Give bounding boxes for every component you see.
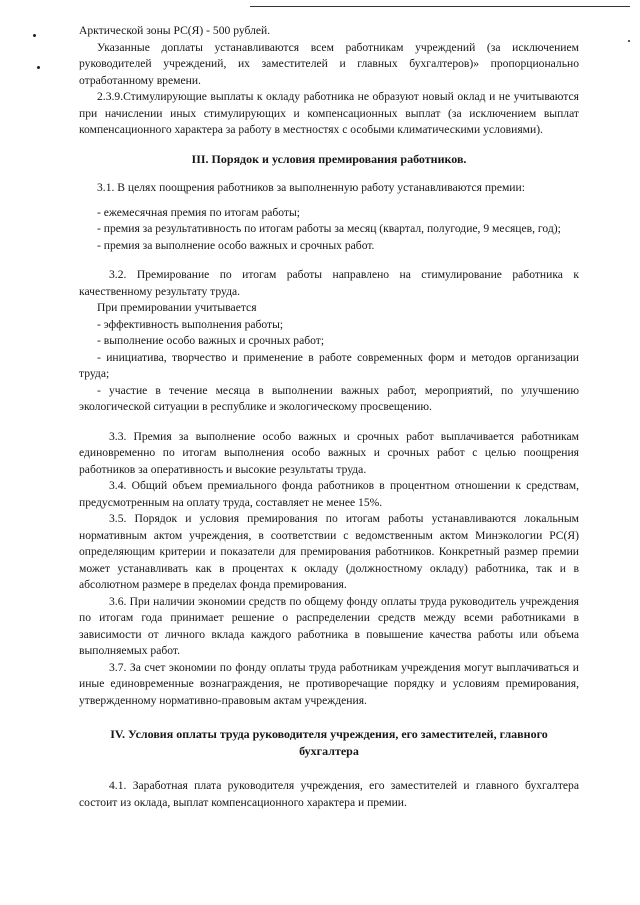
section-heading-4: IV. Условия оплаты труда руководителя учреждения, его заместителей, главного бухгалтера bbox=[110, 727, 548, 758]
scan-dot bbox=[37, 66, 40, 69]
scan-dot bbox=[628, 40, 630, 42]
paragraph: 3.1. В целях поощрения работников за выполненную работу устанавливаются премии: bbox=[97, 181, 525, 194]
list-item: - участие в течение месяца в выполнении важных работ, мероприятий, по улучшению экологической ситуации в республике и экологическому просвещению. bbox=[79, 383, 579, 413]
paragraph: Арктической зоны РС(Я) - 500 рублей. bbox=[79, 24, 271, 37]
list-item: - эффективность выполнения работы; bbox=[97, 317, 284, 331]
list-item: - премия за результативность по итогам работы за месяц (квартал, полугодие, 9 месяцев, год); bbox=[97, 222, 561, 235]
list-item: - инициатива, творчество и применение в работе современных форм и методов организации труда; bbox=[79, 350, 579, 380]
paragraph: 3.2. Премирование по итогам работы направлено на стимулирование работника к качественному результату труда. bbox=[79, 268, 579, 298]
paragraph: 3.5. Порядок и условия премирования по итогам работы устанавливаются локальным нормативным актом учреждения, в соответствии с ведомственным актом Минэкологии РС(Я) определяющим критерии и показатели для премирования работников. Конкретный размер премии может устанавливать как в процентах к окладу (должностному окладу) работника, так и в абсолютном размере в пределах фонда премирования. bbox=[79, 512, 579, 591]
section-heading-3: III. Порядок и условия премирования работников. bbox=[191, 151, 467, 166]
paragraph: 3.4. Общий объем премиального фонда работников в процентном отношении к средствам, предусмотренным на оплату труда, составляет не менее 15%. bbox=[79, 479, 579, 509]
scan-dot bbox=[33, 34, 36, 37]
list-item: - премия за выполнение особо важных и срочных работ. bbox=[97, 238, 375, 252]
paragraph: 3.7. За счет экономии по фонду оплаты труда работникам учреждения могут выплачиваться и иные единовременные вознаграждения, не противоречащие порядку и условиям премирования, утвержденному нормативно-правовым актам учреждения. bbox=[79, 660, 579, 707]
paragraph: 2.3.9.Стимулирующие выплаты к окладу работника не образуют новый оклад и не учитываются при начислении иных стимулирующих и компенсационных выплат (за исключением выплат компенсационного характера за работу в местностях с особыми климатическими условиями). bbox=[79, 90, 579, 136]
document-body bbox=[79, 23, 579, 811]
list-item: - выполнение особо важных и срочных работ; bbox=[97, 334, 325, 347]
paragraph: 3.3. Премия за выполнение особо важных и срочных работ выплачивается работникам единовременно по итогам выполнения особо важных и срочных работ с целью поощрения работников за оперативность и высокие результаты труда. bbox=[79, 429, 579, 476]
paragraph: 3.6. При наличии экономии средств по общему фонду оплаты труда руководитель учреждения по итогам года принимает решение о распределении средств между всеми работниками в зависимости от личного вклада каждого работника в повышение качества работы или объема выполняемых работ. bbox=[79, 594, 579, 657]
list-item: - ежемесячная премия по итогам работы; bbox=[97, 205, 301, 219]
paragraph: При премировании учитывается bbox=[97, 301, 257, 314]
scan-edge-line bbox=[250, 6, 630, 7]
paragraph: 4.1. Заработная плата руководителя учреждения, его заместителей и главного бухгалтера состоит из оклада, выплат компенсационного характера и премии. bbox=[79, 779, 579, 809]
paragraph: Указанные доплаты устанавливаются всем работникам учреждений (за исключением руководителей учреждений, их заместителей и главных бухгалтеров)» пропорционально отработанному времени. bbox=[79, 40, 579, 87]
